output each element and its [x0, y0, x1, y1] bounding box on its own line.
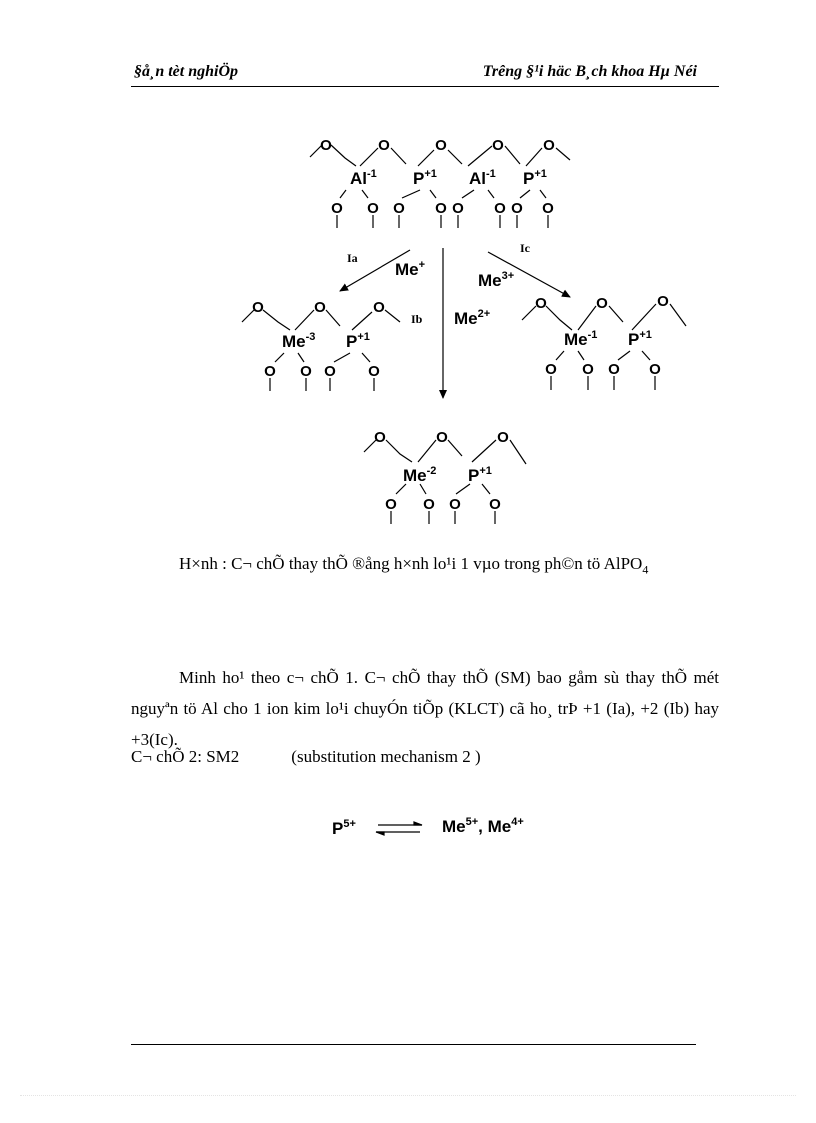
o-atom: O	[511, 200, 523, 217]
substitution-mechanism-diagram	[0, 0, 816, 540]
o-atom: O	[300, 363, 312, 380]
o-atom: O	[374, 429, 386, 446]
o-atom: O	[452, 200, 464, 217]
page-edge-dots	[20, 1095, 796, 1096]
o-atom: O	[649, 361, 661, 378]
footer-rule	[131, 1044, 696, 1045]
o-atom: O	[489, 496, 501, 513]
equilibrium-equation	[330, 812, 590, 842]
al-atom: $Al^{-1}$	[350, 168, 377, 188]
o-atom: O	[393, 200, 405, 217]
o-atom: O	[535, 295, 547, 312]
o-atom: O	[264, 363, 276, 380]
o-atom: O	[608, 361, 620, 378]
o-atom: O	[423, 496, 435, 513]
ion-me-plus: Me+	[395, 259, 426, 279]
o-atom: O	[373, 299, 385, 316]
o-atom: O	[324, 363, 336, 380]
p-atom: $P^{+1}$	[523, 168, 547, 188]
o-atom: O	[543, 137, 555, 154]
o-atom: O	[494, 200, 506, 217]
o-atom: O	[385, 496, 397, 513]
o-atom: O	[545, 361, 557, 378]
pathway-label-ic: Ic	[520, 241, 530, 255]
ion-me-2plus: $Me^{2+}$	[454, 308, 491, 328]
paragraph-mechanism-2: C¬ chÕ 2: SM2 (substitution mechanism 2 )	[131, 747, 481, 766]
o-atom: O	[435, 200, 447, 217]
o-atom: O	[582, 361, 594, 378]
al-atom: $Al^{-1}$	[469, 168, 496, 188]
figure-caption: H×nh : C¬ chÕ thay thÕ ®ång h×nh lo¹i 1 vµo trong ph©n tö AlPO$_4$	[179, 554, 649, 577]
me-atom: $Me^{-2}$	[403, 465, 437, 485]
paragraph-mechanism-1: Minh ho¹ theo c¬ chÕ 1. C¬ chÕ thay thÕ (SM) bao gåm sù thay thÕ mét nguyªn tö Al cho 1 ion kim lo¹i chuyÓn tiÕp (KLCT) cã ho¸ trÞ +1 (Ia), +2 (Ib) hay +3(Ic).	[131, 668, 719, 749]
o-atom: O	[596, 295, 608, 312]
me-atom: $Me^{-3}$	[282, 331, 316, 351]
o-atom: O	[435, 137, 447, 154]
o-atom: O	[314, 299, 326, 316]
p-atom: $P^{+1}$	[413, 168, 437, 188]
o-atom: O	[436, 429, 448, 446]
p-atom: $P^{+1}$	[346, 331, 370, 351]
o-atom: O	[542, 200, 554, 217]
o-atom: O	[657, 293, 669, 310]
eq-me: $Me^{5+}$, $Me^{4+}$	[442, 816, 524, 836]
header-thesis-title: §å¸n tèt nghiÖp	[134, 63, 239, 80]
o-atom: O	[367, 200, 379, 217]
o-atom: O	[252, 299, 264, 316]
o-atom: O	[320, 137, 332, 154]
p-atom: $P^{+1}$	[468, 465, 492, 485]
header-university: Trêng §¹i häc B¸ch khoa Hµ Néi	[482, 63, 697, 80]
o-atom: O	[368, 363, 380, 380]
o-atom: O	[497, 429, 509, 446]
pathway-label-ia: Ia	[347, 251, 358, 265]
pathway-label-ib: Ib	[411, 312, 423, 326]
eq-p5: $P^{5+}$	[332, 818, 356, 838]
o-atom: O	[331, 200, 343, 217]
o-atom: O	[492, 137, 504, 154]
p-atom: $P^{+1}$	[628, 329, 652, 349]
ion-me-3plus: $Me^{3+}$	[478, 270, 515, 290]
me-atom: $Me^{-1}$	[564, 329, 598, 349]
o-atom: O	[378, 137, 390, 154]
o-atom: O	[449, 496, 461, 513]
